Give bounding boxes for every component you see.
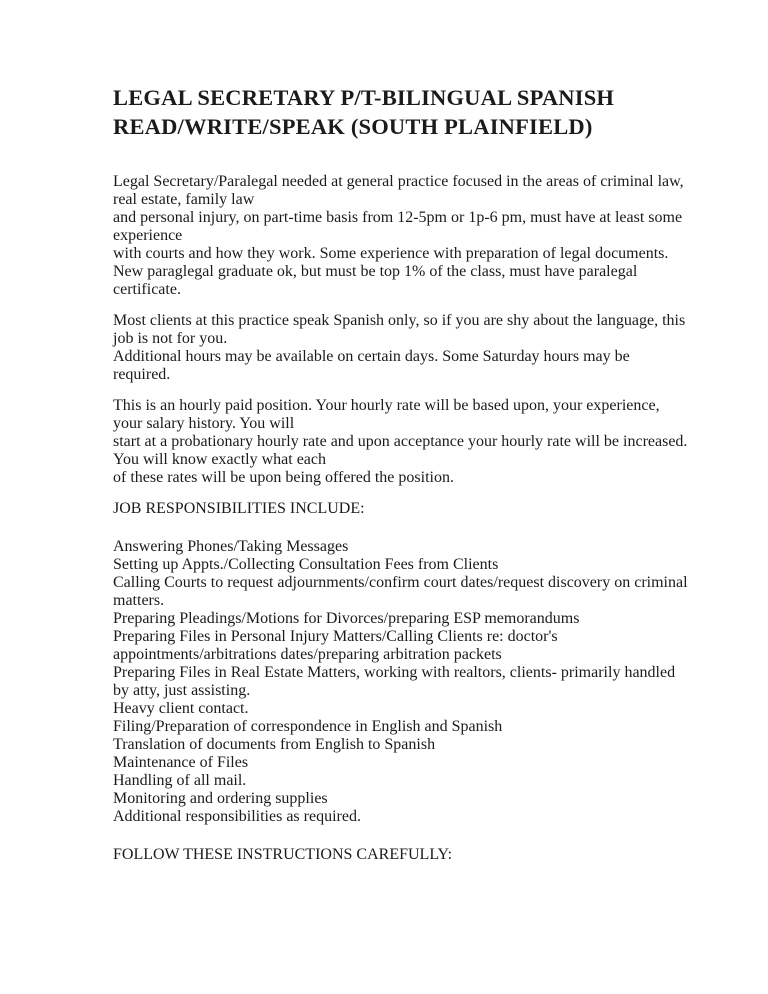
text-line: This is an hourly paid position. Your hourly rate will be based upon, your experience, [113,397,660,414]
text-line: with courts and how they work. Some experience with preparation of legal documents. [113,245,669,262]
text-line: Additional responsibilities as required. [113,808,361,825]
text-line: of these rates will be upon being offered the position. [113,469,454,486]
text-line: and personal injury, on part-time basis from 12-5pm or 1p-6 pm, must have at least some [113,209,683,226]
text-line: Maintenance of Files [113,754,249,771]
text-line: Heavy client contact. [113,700,249,717]
text-line: by atty, just assisting. [113,682,251,699]
text-line: experience [113,227,183,244]
page-title [113,83,678,141]
text-line: New paraglegal graduate ok, but must be top 1% of the class, must have paralegal [113,263,638,280]
text-line: start at a probationary hourly rate and upon acceptance your hourly rate will be increased. [113,433,688,450]
page-title-line-2: READ/WRITE/SPEAK (SOUTH PLAINFIELD) [113,114,593,139]
intro-paragraph [113,173,684,299]
language-requirement-paragraph [113,312,686,384]
text-line: required. [113,366,171,383]
text-line: Answering Phones/Taking Messages [113,538,349,555]
page-title-line-1: LEGAL SECRETARY P/T-BILINGUAL SPANISH [113,85,615,110]
text-line: Preparing Files in Personal Injury Matters/Calling Clients re: doctor's [113,628,558,645]
text-line: Setting up Appts./Collecting Consultation Fees from Clients [113,556,499,573]
text-line: Calling Courts to request adjournments/confirm court dates/request discovery on criminal [113,574,688,591]
text-line: You will know exactly what each [113,451,326,468]
text-line: Filing/Preparation of correspondence in English and Spanish [113,718,503,735]
text-line: Monitoring and ordering supplies [113,790,328,807]
pay-paragraph [113,397,688,487]
text-line: real estate, family law [113,191,255,208]
responsibilities-heading: JOB RESPONSIBILITIES INCLUDE: [113,500,365,517]
text-line: Preparing Files in Real Estate Matters, working with realtors, clients- primarily handled [113,664,676,681]
text-line: Most clients at this practice speak Spanish only, so if you are shy about the language, this [113,312,686,329]
text-line: matters. [113,592,165,609]
text-line: Translation of documents from English to Spanish [113,736,436,753]
responsibilities-list [113,538,688,826]
instructions-heading: FOLLOW THESE INSTRUCTIONS CAREFULLY: [113,846,453,863]
text-line: Additional hours may be available on certain days. Some Saturday hours may be [113,348,630,365]
text-line: Handling of all mail. [113,772,247,789]
text-line: your salary history. You will [113,415,295,432]
text-line: job is not for you. [113,330,228,347]
text-line: appointments/arbitrations dates/preparing arbitration packets [113,646,502,663]
text-line: certificate. [113,281,181,298]
text-line: Legal Secretary/Paralegal needed at general practice focused in the areas of criminal law, [113,173,684,190]
text-line: Preparing Pleadings/Motions for Divorces/preparing ESP memorandums [113,610,580,627]
